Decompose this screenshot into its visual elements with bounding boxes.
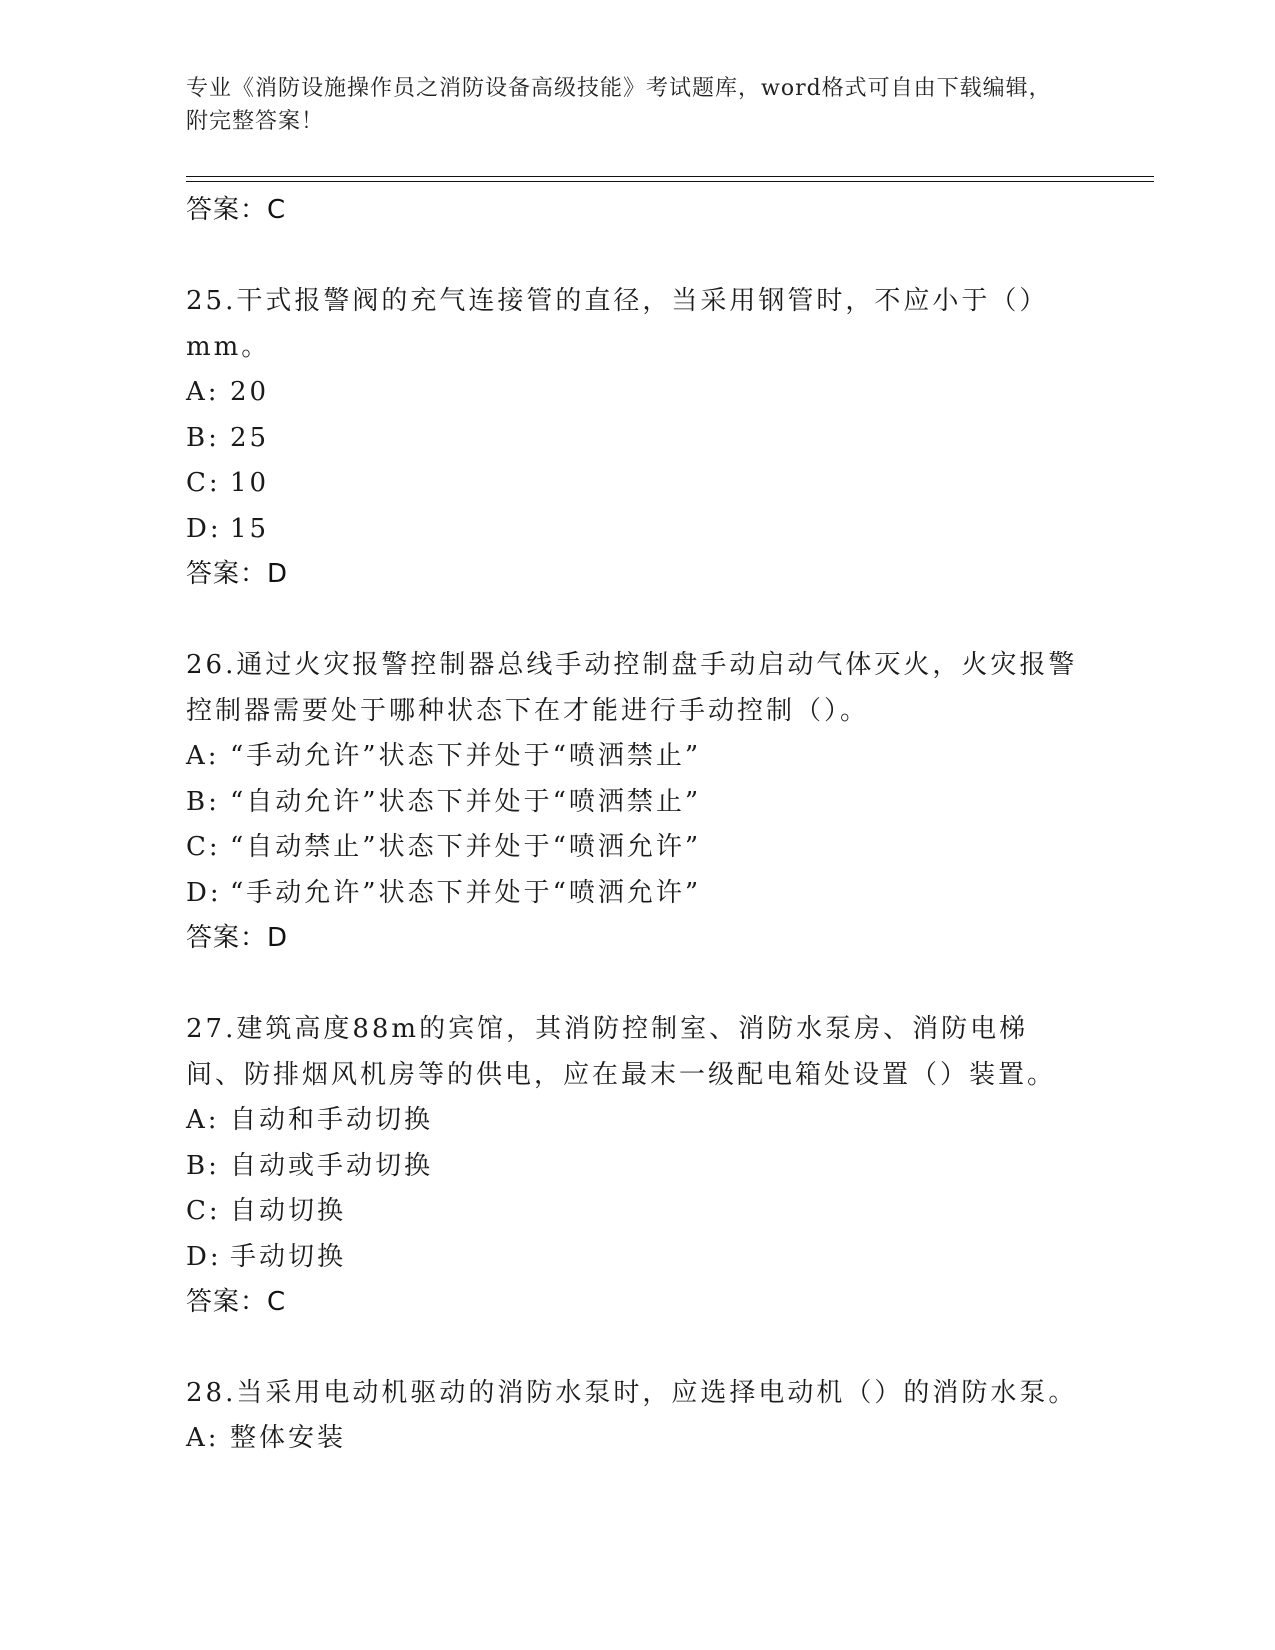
option-value: “自动允许”状态下并处于“喷洒禁止” (230, 786, 702, 817)
option-key: C: (186, 468, 221, 498)
option-key: A: (186, 741, 220, 771)
option-value: 自动和手动切换 (230, 1105, 434, 1135)
question-26 (186, 642, 1086, 960)
option-key: A: (186, 1105, 220, 1135)
question-text: 25.干式报警阀的充气连接管的直径，当采用钢管时，不应小于（）mm。 (186, 286, 1049, 362)
option-a (186, 734, 1086, 780)
page-header-text: 专业《消防设施操作员之消防设备高级技能》考试题库，word格式可自由下载编辑，附完整答案！ (186, 76, 1052, 134)
answer-line: 答案：C (186, 195, 287, 225)
option-value: “手动允许”状态下并处于“喷洒禁止” (230, 741, 702, 771)
option-a (186, 1098, 1086, 1144)
option-d (186, 507, 1086, 553)
option-key: D: (186, 877, 222, 908)
option-key: C: (186, 1196, 221, 1226)
option-value: 手动切换 (230, 1241, 347, 1272)
option-b (186, 416, 1086, 462)
option-value: “手动允许”状态下并处于“喷洒允许” (230, 877, 702, 908)
option-value: 自动或手动切换 (230, 1150, 434, 1181)
option-key: C: (186, 832, 221, 862)
option-b (186, 780, 1086, 826)
question-text: 27.建筑高度88m的宾馆，其消防控制室、消防水泵房、消防电梯间、防排烟风机房等的供电，应在最末一级配电箱处设置（）装置。 (186, 1014, 1057, 1090)
header-rule-top (186, 176, 1154, 177)
option-value: 25 (230, 422, 270, 453)
question-28 (186, 1370, 1086, 1462)
option-key: A: (186, 1423, 220, 1453)
answer-line: 答案：D (186, 923, 289, 953)
question-25 (186, 278, 1086, 596)
question-text: 28.当采用电动机驱动的消防水泵时，应选择电动机（）的消防水泵。 (186, 1378, 1078, 1408)
question-list (186, 188, 1086, 1462)
option-b (186, 1144, 1086, 1190)
option-a (186, 370, 1086, 416)
option-c (186, 461, 1086, 507)
option-value: 整体安装 (230, 1423, 347, 1453)
option-c (186, 1189, 1086, 1235)
option-key: A: (186, 377, 220, 407)
option-key: D: (186, 1241, 222, 1272)
option-value: 20 (230, 377, 270, 407)
option-value: 自动切换 (230, 1196, 347, 1226)
option-d (186, 871, 1086, 917)
option-key: B: (186, 786, 220, 817)
option-d (186, 1235, 1086, 1281)
option-c (186, 825, 1086, 871)
header-rule-bottom (186, 181, 1154, 182)
option-key: B: (186, 1150, 220, 1181)
option-key: D: (186, 513, 222, 544)
question-text: 26.通过火灾报警控制器总线手动控制盘手动启动气体灭火，火灾报警控制器需要处于哪种状态下在才能进行手动控制（）。 (186, 650, 1078, 726)
option-key: B: (186, 422, 220, 453)
question-27 (186, 1006, 1086, 1324)
answer-line: 答案：D (186, 559, 289, 589)
option-value: 15 (230, 513, 270, 544)
option-value: 10 (230, 468, 270, 498)
option-value: “自动禁止”状态下并处于“喷洒允许” (230, 832, 702, 862)
answer-line: 答案：C (186, 1287, 287, 1317)
option-a (186, 1416, 1086, 1462)
